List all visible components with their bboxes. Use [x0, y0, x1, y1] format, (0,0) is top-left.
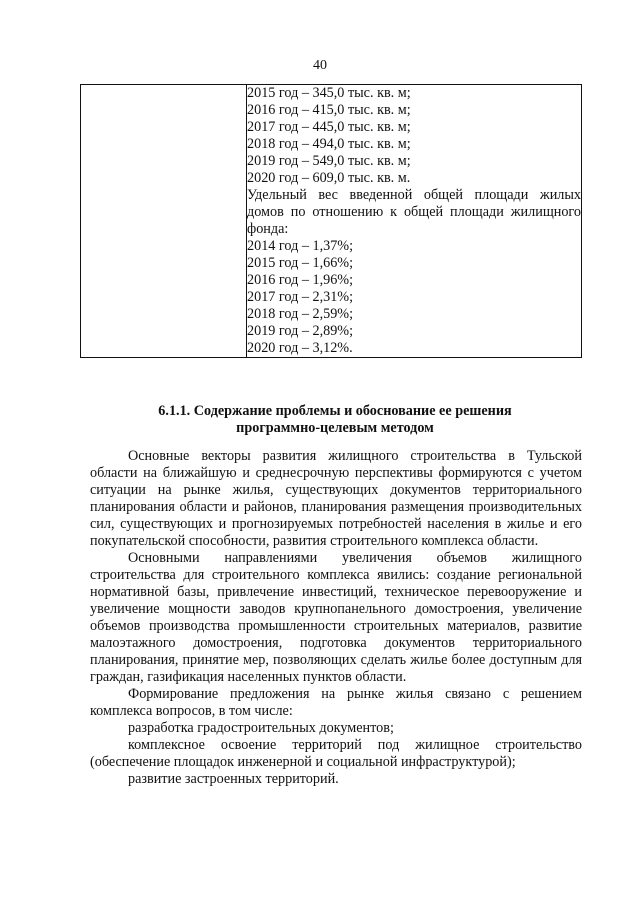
area-line-2017: 2017 год – 445,0 тыс. кв. м; — [247, 119, 411, 135]
section-heading — [90, 403, 580, 437]
share-line-2020: 2020 год – 3,12%. — [247, 340, 353, 356]
table-cell-empty — [81, 85, 247, 358]
share-caption: Удельный вес введенной общей площади жилых домов по отношению к общей площади жилищного фонда: — [247, 187, 581, 237]
list-item: развитие застроенных территорий. — [128, 771, 339, 787]
paragraph-vectors: Основные векторы развития жилищного строительства в Тульской области на ближайшую и среднесрочную перспективы формируются с учетом ситуации на рынке жилья, существующих документов территориального планирования области и районов, планирования размещения производительных сил, существующих и прогнозируемых потребностей населения в жилье и его покупательской способности, развития строительного комплекса области. — [90, 448, 582, 549]
table-row — [81, 85, 582, 358]
share-line-2018: 2018 год – 2,59%; — [247, 306, 354, 322]
share-line-2019: 2019 год – 2,89%; — [247, 323, 354, 339]
paragraph-supply: Формирование предложения на рынке жилья связано с решением комплекса вопросов, в том числе: — [90, 686, 582, 719]
section-body — [90, 448, 582, 788]
area-line-2018: 2018 год – 494,0 тыс. кв. м; — [247, 136, 411, 152]
table-cell-values — [247, 85, 582, 358]
paragraph-directions: Основными направлениями увеличения объемов жилищного строительства для строительного комплекса явились: создание региональной нормативной базы, привлечение инвестиций, техническое перевооружение и увеличение мощности заводов крупнопанельного домостроения, увеличение объемов производства промышленности строительных материалов, развитие малоэтажного домостроения, подготовка документов территориального планирования, принятие мер, позволяющих сделать жилье более доступным для граждан, газификация населенных пунктов области. — [90, 550, 582, 685]
page-number: 40 — [313, 58, 327, 73]
share-line-2014: 2014 год – 1,37%; — [247, 238, 354, 254]
list-item: разработка градостроительных документов; — [128, 720, 394, 736]
area-line-2019: 2019 год – 549,0 тыс. кв. м; — [247, 153, 411, 169]
area-line-2015: 2015 год – 345,0 тыс. кв. м; — [247, 85, 411, 101]
share-line-2016: 2016 год – 1,96%; — [247, 272, 354, 288]
share-line-2015: 2015 год – 1,66%; — [247, 255, 354, 271]
area-line-2020: 2020 год – 609,0 тыс. кв. м. — [247, 170, 411, 186]
section-heading-line-1: 6.1.1. Содержание проблемы и обоснование ее решения — [158, 403, 512, 419]
section-heading-line-2: программно-целевым методом — [236, 420, 434, 436]
indicator-table — [80, 84, 582, 358]
list-item: комплексное освоение территорий под жилищное строительство (обеспечение площадок инженерной и социальной инфраструктурой); — [90, 737, 582, 770]
share-line-2017: 2017 год – 2,31%; — [247, 289, 354, 305]
area-line-2016: 2016 год – 415,0 тыс. кв. м; — [247, 102, 411, 118]
